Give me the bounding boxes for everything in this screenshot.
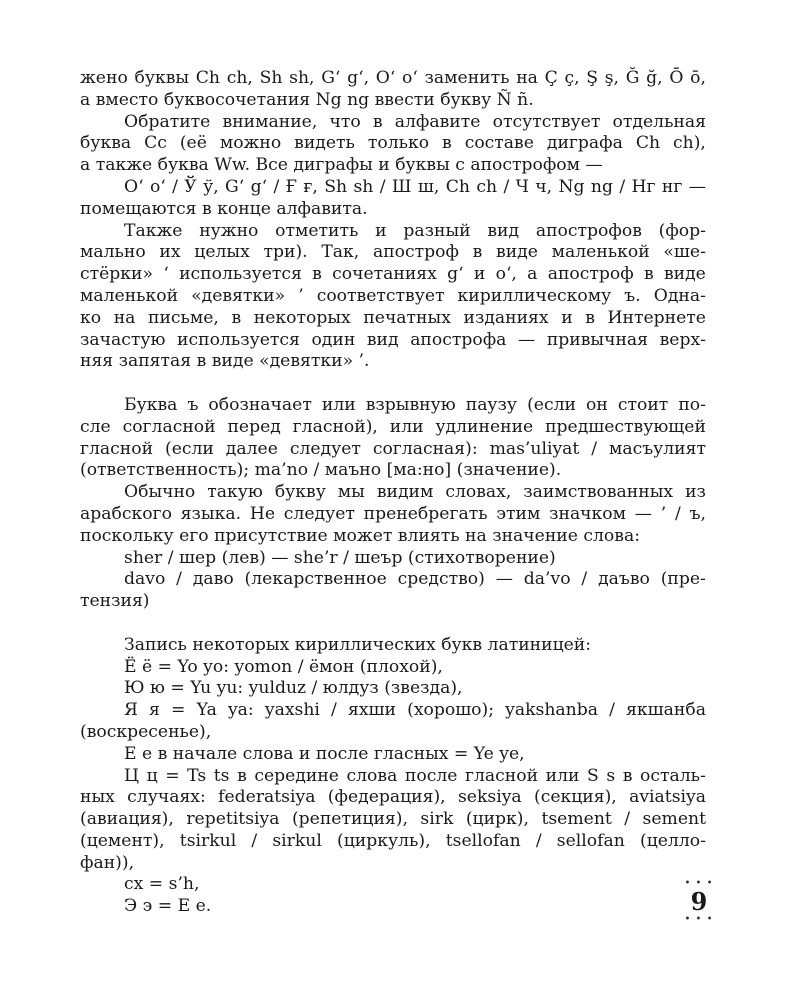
paragraph-gap xyxy=(80,613,706,635)
text-line: (воскресенье), xyxy=(80,721,212,742)
text-line: буква Cc (её можно видеть только в составе диграфа Ch ch), xyxy=(80,133,706,154)
text-line: Э э = E e. xyxy=(124,896,212,917)
text-line: Запись некоторых кириллических букв латиницей: xyxy=(124,634,592,655)
text-line: помещаются в конце алфавита. xyxy=(80,198,368,219)
text-line: Обычно такую букву мы видим словах, заимствованных из xyxy=(124,482,706,503)
page-number: 9 xyxy=(690,887,708,916)
ornament-dots-top: • • • xyxy=(684,878,714,889)
text-line: Буква ъ обозначает или взрывную паузу (если он стоит по- xyxy=(124,394,706,415)
text-line: O‘ o‘ / Ў ў, G‘ g‘ / Ғ ғ, Sh sh / Ш ш, Ch ch / Ч ч, Ng ng / Нг нг — xyxy=(124,176,706,197)
text-line: сх = s’h, xyxy=(124,874,200,895)
text-line: Я я = Ya ya: yaxshi / яхши (хорошо); yakshanba / якшанба xyxy=(124,700,706,721)
text-line: сле согласной перед гласной), или удлинение предшествующей xyxy=(80,416,706,437)
text-line: а вместо буквосочетания Ng ng ввести букву Ñ ñ. xyxy=(80,89,534,110)
text-line: арабского языка. Не следует пренебрегать этим значком — ’ / ъ, xyxy=(80,503,706,524)
text-line: Также нужно отметить и разный вид апострофов (фор- xyxy=(124,220,706,241)
text-line: поскольку его присутствие может влиять на значение слова: xyxy=(80,525,640,546)
text-line: стёрки» ‘ используется в сочетаниях g‘ и o‘, а апостроф в виде xyxy=(80,264,706,285)
text-line: Ю ю = Yu yu: yulduz / юлдуз (звезда), xyxy=(124,678,463,699)
text-line: жено буквы Ch ch, Sh sh, G‘ g‘, O‘ o‘ заменить на Ç ç, Ş ş, Ğ ğ, Ō ō, xyxy=(80,68,706,88)
text-line: ко на письме, в некоторых печатных изданиях и в Интернете xyxy=(80,307,706,328)
text-line: гласной (если далее следует согласная): mas’uliyat / масъулият xyxy=(80,438,706,459)
text-line: а также буква Ww. Все диграфы и буквы с апострофом — xyxy=(80,155,603,176)
text-line: зачастую используется один вид апострофа — привычная верх- xyxy=(80,329,706,350)
text-line: Ц ц = Ts ts в середине слова после гласной или S s в осталь- xyxy=(124,765,706,786)
text-line: маленькой «девятки» ’ соответствует кириллическому ъ. Одна- xyxy=(80,285,706,306)
text-line: Е е в начале слова и после гласных = Ye ye, xyxy=(124,743,525,764)
text-line: тензия) xyxy=(80,591,150,612)
ornament-dots-bottom: • • • xyxy=(684,914,714,925)
text-line: фан)), xyxy=(80,852,135,873)
text-line: sher / шер (лев) — she’r / шеър (стихотворение) xyxy=(124,547,556,568)
text-line: Обратите внимание, что в алфавите отсутствует отдельная xyxy=(124,111,706,132)
text-line: няя запятая в виде «девятки» ’. xyxy=(80,351,370,372)
page-number-block xyxy=(684,880,714,924)
text-line: (авиация), repetitsiya (репетиция), sirk (цирк), tsement / sement xyxy=(80,809,706,830)
text-line: (цемент), tsirkul / sirkul (циркуль), tsellofan / sellofan (целло- xyxy=(80,830,706,851)
text-line: мально их целых три). Так, апостроф в виде маленькой «ше- xyxy=(80,242,706,263)
page-body xyxy=(80,68,706,918)
text-line: davo / даво (лекарственное средство) — da’vo / даъво (пре- xyxy=(124,569,706,590)
text-line: (ответственность); ma’no / маъно [ма:но] (значение). xyxy=(80,460,562,481)
text-line: ных случаях: federatsiya (федерация), seksiya (секция), aviatsiya xyxy=(80,787,706,808)
paragraph-gap xyxy=(80,373,706,395)
text-line: Ё ё = Yo yo: yomon / ёмон (плохой), xyxy=(124,656,443,677)
